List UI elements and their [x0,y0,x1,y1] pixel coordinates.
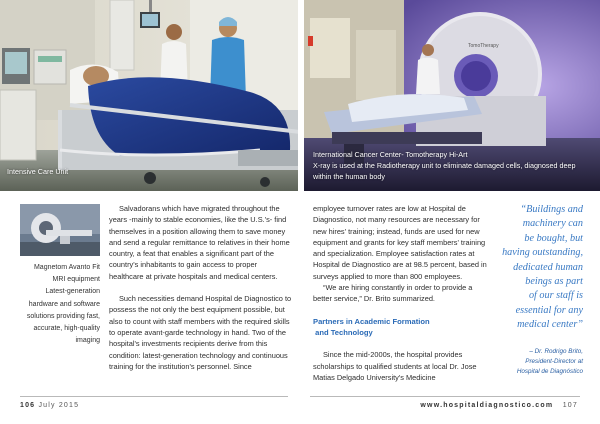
pull-quote-line: beings as part [525,276,583,288]
tomotherapy-photo [304,0,600,191]
attribution-line: – Dr. Rodrigo Brito, [529,348,583,355]
pull-quote-line: of our staff is [528,290,583,302]
footer-divider-left [20,396,288,397]
footer-divider-right [310,396,580,397]
pull-quote-line: “Buildings and [520,204,583,215]
pull-quote-line: medical center” [517,319,583,331]
issue-date: July 2015 [38,402,80,409]
article-paragraph: employee turnover rates are low at Hospital de Diagnostico, not many resources are necessary for new hires' training; instead, funds are used for new equipment and grants for key staff members' training and specialization. Employee satisfaction rates at Hospital de Diagnostico are at 98.5 percent, based in surveys applied to more than 800 employees. [313,204,487,281]
footer-left [20,402,79,409]
thumb-caption-line: imaging [75,337,100,345]
attribution-line: Hospital de Diagnóstico [516,368,583,375]
page-number-right: 107 [562,402,578,409]
tomotherapy-photo-caption [313,149,593,182]
article-paragraph: Since the mid-2000s, the hospital provides scholarships to qualified students at local Dr. Jose Matias Delgado University's Medicine [313,350,477,382]
article-paragraph: Salvadorans which have migrated throughout the years -mainly to stable economies, like the U.S.'s- find themselves in a position allowing them to save money and send a regular remittance to relatives in their home country, a feat that enables a significant part of the country's inhabitants to gain access to proper healthcare at private hospitals and medical centers. [109,204,290,281]
machine-brand-label: TomoTherapy [468,43,499,49]
page-number-left: 106 [20,402,36,409]
mri-thumbnail-illustration [20,204,100,256]
article-column-right [313,203,493,383]
tomotherapy-caption-line: International Cancer Center- Tomotherapy Hi-Art [313,150,468,159]
icu-photo [0,0,298,191]
tomotherapy-caption-line: X-ray is used at the Radiotherapy unit to eliminate damaged cells, diagnosed deep [313,161,576,170]
thumb-caption-line: accurate, high-quality [33,325,100,333]
subheading-line: Partners in Academic Formation [313,316,430,326]
pull-quote-attribution [490,347,583,377]
section-subheading [313,316,493,339]
thumb-caption-line: solutions providing fast, [26,312,100,320]
thumb-caption-line: Latest-generation [45,288,100,296]
footer-right [420,402,578,409]
mri-thumbnail [20,204,100,256]
pull-quote-line: having outstanding, [502,247,583,259]
pull-quote-line: essential for any [515,304,583,316]
icu-photo-illustration [0,0,298,191]
website-link[interactable]: www.hospitaldiagnostico.com [420,402,554,409]
pull-quote [498,203,583,333]
subheading-line: and Technology [313,327,373,337]
article-paragraph: Such necessities demand Hospital de Diagnostico to possess the not only the best equipment possible, but also to count with staff members with the required skills to operate avant-garde technology in hand. Two of the hospital's investments recipients derive from this condition: latest-generation technology and continuous training for the institution's personnel. Since [109,294,292,371]
pull-quote-line: dedicated human [513,261,583,273]
thumb-caption-line: hardware and software [28,300,100,308]
thumb-caption-line: Magnetom Avanto Fit [33,264,100,271]
thumb-caption-line: MRI equipment [52,276,100,284]
article-paragraph: “We are hiring constantly in order to provide a better service,” Dr. Brito summarized. [313,283,473,304]
pull-quote-line: machinery can [522,218,583,230]
attribution-line: President-Director at [525,358,583,365]
article-column-left [109,203,293,372]
pull-quote-line: be bought, but [524,232,583,244]
icu-photo-caption: Intensive Care Unit [7,167,69,176]
tomotherapy-caption-line: within the human body [313,172,385,181]
mri-thumbnail-caption [14,262,100,347]
